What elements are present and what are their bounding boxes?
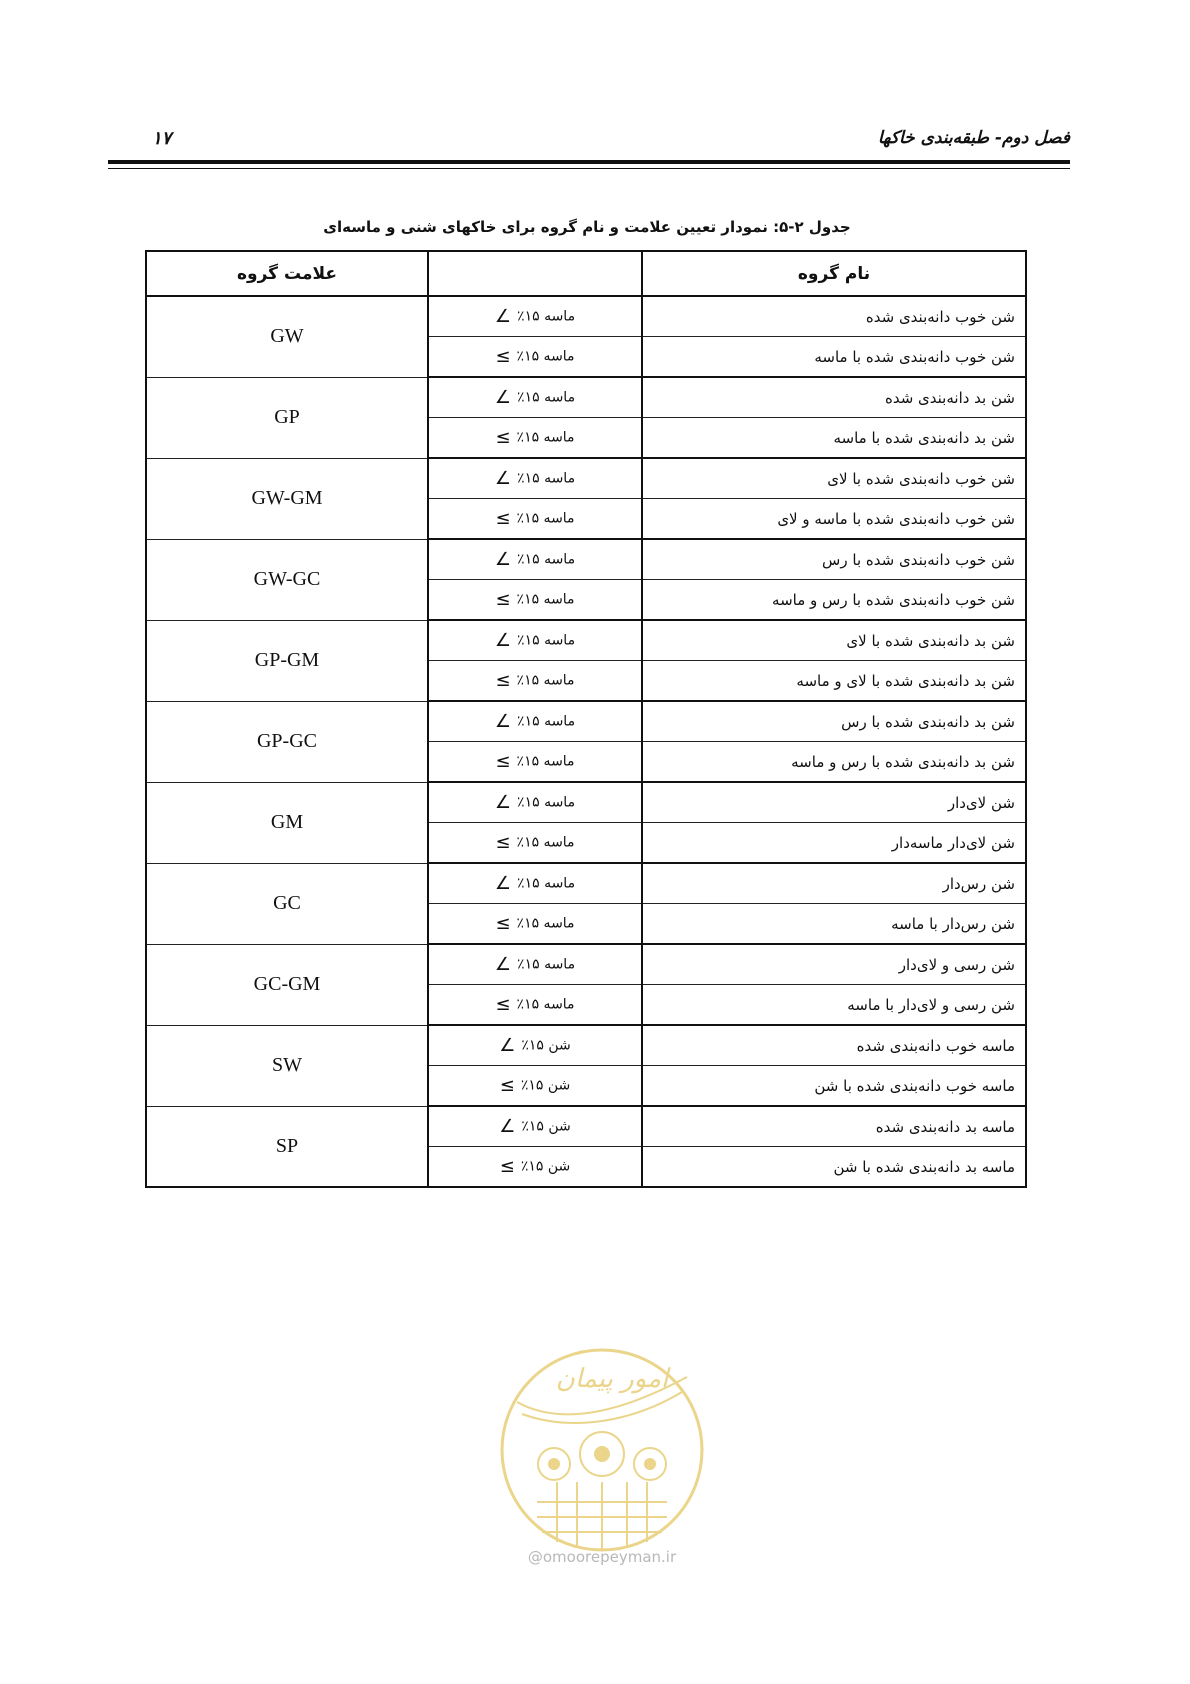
condition-text: ماسه ۱۵٪ [517, 956, 576, 973]
group-name-cell: ماسه بد دانه‌بندی شده با شن [642, 1147, 1026, 1188]
soil-classification-table [145, 250, 1027, 1188]
condition-content [500, 1156, 571, 1177]
comparison-operator: ≥ [499, 1075, 515, 1096]
condition-content [495, 954, 575, 975]
group-name-cell: شن خوب دانه‌بندی شده با ماسه [642, 337, 1026, 378]
chapter-title: فصل دوم- طبقه‌بندی خاکها [877, 128, 1070, 148]
condition-cell [428, 458, 642, 499]
group-name-cell: شن بد دانه‌بندی شده [642, 377, 1026, 418]
condition-text: شن ۱۵٪ [521, 1118, 571, 1135]
condition-content [495, 306, 575, 327]
condition-text: ماسه ۱۵٪ [516, 753, 575, 770]
watermark-grid [537, 1482, 667, 1549]
comparison-operator: ≥ [499, 1156, 515, 1177]
condition-text: ماسه ۱۵٪ [517, 632, 576, 649]
condition-cell [428, 863, 642, 904]
condition-content [495, 670, 574, 691]
condition-text: ماسه ۱۵٪ [516, 348, 575, 365]
group-name-cell: شن رس‌دار با ماسه [642, 904, 1026, 945]
condition-text: ماسه ۱۵٪ [517, 389, 576, 406]
group-name-cell: شن رس‌دار [642, 863, 1026, 904]
watermark-url: @omoorepeyman.ir [527, 1548, 677, 1566]
group-symbol-cell: GM [146, 782, 428, 863]
condition-text: ماسه ۱۵٪ [516, 915, 575, 932]
condition-text: ماسه ۱۵٪ [517, 794, 576, 811]
comparison-operator: ≥ [495, 670, 511, 691]
table-body [146, 296, 1026, 1187]
condition-cell [428, 539, 642, 580]
condition-content [495, 630, 575, 651]
group-symbol-cell: SW [146, 1025, 428, 1106]
condition-cell [428, 377, 642, 418]
watermark-logo [492, 1332, 712, 1582]
condition-cell [428, 985, 642, 1026]
condition-text: شن ۱۵٪ [521, 1037, 571, 1054]
header-rule-thick [108, 160, 1070, 164]
page-number: ۱۷ [152, 128, 172, 149]
group-symbol-cell: GC-GM [146, 944, 428, 1025]
comparison-operator: ≥ [495, 589, 511, 610]
group-name-cell: شن بد دانه‌بندی شده با لای و ماسه [642, 661, 1026, 702]
table-row [146, 296, 1026, 337]
condition-cell [428, 823, 642, 864]
group-name-cell: شن رسی و لای‌دار با ماسه [642, 985, 1026, 1026]
condition-content [495, 549, 575, 570]
condition-text: ماسه ۱۵٪ [516, 510, 575, 527]
comparison-operator: ≥ [495, 346, 511, 367]
condition-content [499, 1035, 571, 1056]
condition-text: ماسه ۱۵٪ [516, 996, 575, 1013]
comparison-operator: ∠ [494, 549, 512, 570]
condition-content [495, 589, 574, 610]
watermark-logo-text: امور پیمان [555, 1364, 669, 1394]
condition-cell [428, 661, 642, 702]
condition-content [495, 387, 575, 408]
condition-content [495, 751, 574, 772]
comparison-operator: ∠ [494, 873, 512, 894]
condition-cell [428, 580, 642, 621]
comparison-operator: ≥ [495, 832, 511, 853]
condition-text: ماسه ۱۵٪ [517, 470, 576, 487]
group-symbol-cell: GP [146, 377, 428, 458]
group-name-cell: شن لای‌دار [642, 782, 1026, 823]
group-name-cell: ماسه بد دانه‌بندی شده [642, 1106, 1026, 1147]
comparison-operator: ≥ [495, 427, 511, 448]
condition-cell [428, 418, 642, 459]
condition-cell [428, 499, 642, 540]
table-row [146, 782, 1026, 823]
comparison-operator: ∠ [499, 1035, 516, 1056]
table-row [146, 1106, 1026, 1147]
group-name-cell: شن خوب دانه‌بندی شده با لای [642, 458, 1026, 499]
group-name-cell: شن خوب دانه‌بندی شده با رس و ماسه [642, 580, 1026, 621]
condition-content [495, 792, 575, 813]
condition-content [495, 508, 574, 529]
group-name-cell: ماسه خوب دانه‌بندی شده [642, 1025, 1026, 1066]
comparison-operator: ≥ [495, 508, 511, 529]
condition-cell [428, 337, 642, 378]
group-name-cell: شن رسی و لای‌دار [642, 944, 1026, 985]
group-symbol-cell: GW [146, 296, 428, 377]
condition-content [495, 832, 574, 853]
condition-cell [428, 1066, 642, 1107]
table-row [146, 701, 1026, 742]
comparison-operator: ∠ [494, 306, 512, 327]
condition-text: ماسه ۱۵٪ [516, 591, 575, 608]
comparison-operator: ∠ [494, 954, 512, 975]
condition-cell [428, 742, 642, 783]
condition-cell [428, 701, 642, 742]
condition-cell [428, 620, 642, 661]
header-group-symbol: علامت گروه [146, 251, 428, 296]
condition-content [495, 711, 575, 732]
table-row [146, 458, 1026, 499]
condition-cell [428, 1025, 642, 1066]
condition-cell [428, 944, 642, 985]
condition-cell [428, 1147, 642, 1188]
condition-text: شن ۱۵٪ [520, 1077, 571, 1094]
group-name-cell: شن لای‌دار ماسه‌دار [642, 823, 1026, 864]
condition-text: ماسه ۱۵٪ [516, 672, 575, 689]
condition-cell [428, 296, 642, 337]
table-row [146, 1025, 1026, 1066]
condition-content [495, 994, 574, 1015]
group-symbol-cell: GC [146, 863, 428, 944]
table-row [146, 944, 1026, 985]
group-symbol-cell: GP-GM [146, 620, 428, 701]
group-name-cell: شن خوب دانه‌بندی شده با ماسه و لای [642, 499, 1026, 540]
condition-text: ماسه ۱۵٪ [516, 834, 575, 851]
group-name-cell: شن بد دانه‌بندی شده با ماسه [642, 418, 1026, 459]
comparison-operator: ∠ [494, 468, 512, 489]
group-name-cell: ماسه خوب دانه‌بندی شده با شن [642, 1066, 1026, 1107]
table-caption: جدول ۲-۵: نمودار تعیین علامت و نام گروه برای خاکهای شنی و ماسه‌ای [323, 218, 851, 236]
group-symbol-cell: GP-GC [146, 701, 428, 782]
table-row [146, 620, 1026, 661]
condition-content [495, 468, 575, 489]
condition-text: شن ۱۵٪ [520, 1158, 571, 1175]
condition-content [495, 873, 575, 894]
group-name-cell: شن خوب دانه‌بندی شده با رس [642, 539, 1026, 580]
condition-cell [428, 782, 642, 823]
header-rule-thin [108, 168, 1070, 169]
comparison-operator: ∠ [494, 711, 512, 732]
group-name-cell: شن خوب دانه‌بندی شده [642, 296, 1026, 337]
condition-text: ماسه ۱۵٪ [517, 875, 576, 892]
group-name-cell: شن بد دانه‌بندی شده با رس و ماسه [642, 742, 1026, 783]
condition-content [500, 1075, 571, 1096]
comparison-operator: ≥ [495, 751, 511, 772]
header-condition [428, 251, 642, 296]
table-row [146, 377, 1026, 418]
condition-text: ماسه ۱۵٪ [517, 551, 576, 568]
condition-content [499, 1116, 571, 1137]
group-name-cell: شن بد دانه‌بندی شده با لای [642, 620, 1026, 661]
group-symbol-cell: GW-GC [146, 539, 428, 620]
condition-content [495, 427, 574, 448]
condition-content [495, 346, 574, 367]
table-row [146, 863, 1026, 904]
condition-cell [428, 1106, 642, 1147]
comparison-operator: ∠ [494, 792, 512, 813]
condition-content [495, 913, 574, 934]
condition-text: ماسه ۱۵٪ [517, 713, 576, 730]
comparison-operator: ∠ [494, 630, 512, 651]
watermark-swoosh-2 [522, 1392, 682, 1423]
comparison-operator: ≥ [495, 994, 511, 1015]
condition-text: ماسه ۱۵٪ [516, 429, 575, 446]
group-symbol-cell: GW-GM [146, 458, 428, 539]
table-header-row [146, 251, 1026, 296]
condition-cell [428, 904, 642, 945]
comparison-operator: ∠ [494, 387, 512, 408]
comparison-operator: ∠ [499, 1116, 516, 1137]
group-symbol-cell: SP [146, 1106, 428, 1187]
condition-text: ماسه ۱۵٪ [517, 308, 576, 325]
header-group-name: نام گروه [642, 251, 1026, 296]
table-row [146, 539, 1026, 580]
comparison-operator: ≥ [495, 913, 511, 934]
group-name-cell: شن بد دانه‌بندی شده با رس [642, 701, 1026, 742]
